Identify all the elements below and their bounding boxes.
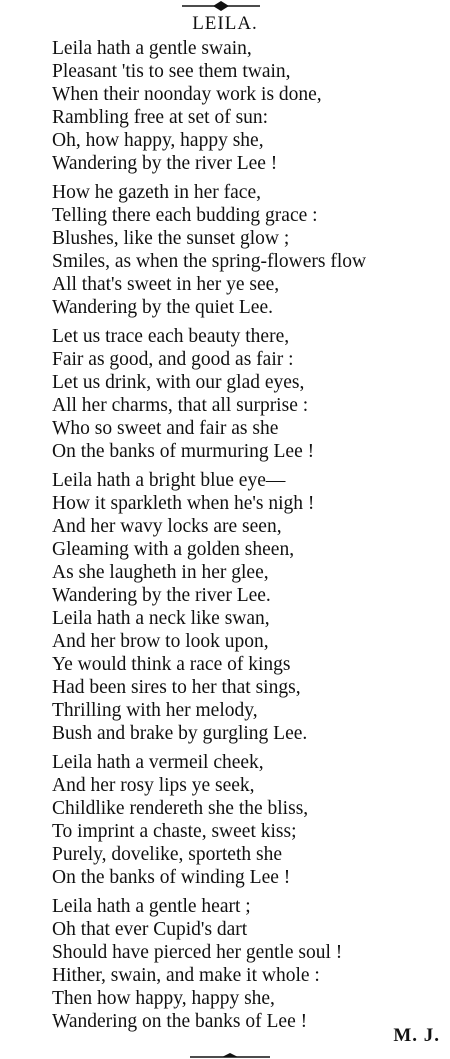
poem-line: Leila hath a vermeil cheek, <box>52 752 264 773</box>
poem-line: Pleasant 'tis to see them twain, <box>52 61 291 82</box>
poem-line: Wandering on the banks of Lee ! <box>52 1011 308 1032</box>
poem-line: Smiles, as when the spring-flowers flow <box>52 251 367 272</box>
stanza <box>52 469 442 745</box>
poem-line: Leila hath a neck like swan, <box>52 608 270 629</box>
author-signature: M. J. <box>393 1025 440 1046</box>
poem-title: LEILA. <box>192 13 258 34</box>
poem-line: Ye would think a race of kings <box>52 654 291 675</box>
poem-line: And her brow to look upon, <box>52 631 269 652</box>
poem-line: Wandering by the quiet Lee. <box>52 297 273 318</box>
poem-line: Telling there each budding grace : <box>52 205 318 226</box>
poem-line: Wandering by the river Lee ! <box>52 153 278 174</box>
poem-line: Fair as good, and good as fair : <box>52 349 294 370</box>
poem-line: On the banks of murmuring Lee ! <box>52 441 315 462</box>
poem-line: Childlike rendereth she the bliss, <box>52 798 309 819</box>
poem-line: Gleaming with a golden sheen, <box>52 539 295 560</box>
poem-line: Then how happy, happy she, <box>52 988 275 1009</box>
poem-line: As she laugheth in her glee, <box>52 562 269 583</box>
poem-line: Let us drink, with our glad eyes, <box>52 372 305 393</box>
poem-line: Purely, dovelike, sporteth she <box>52 844 282 865</box>
poem-line: Thrilling with her melody, <box>52 700 258 721</box>
top-ornament-rule <box>182 0 260 12</box>
poem-line: Who so sweet and fair as she <box>52 418 279 439</box>
poem-line: All that's sweet in her ye see, <box>52 274 280 295</box>
stanza <box>52 37 442 175</box>
stanza <box>52 895 442 1033</box>
poem-body <box>52 37 442 1039</box>
stanza <box>52 751 442 889</box>
poem-line: Wandering by the river Lee. <box>52 585 271 606</box>
poem-line: All her charms, that all surprise : <box>52 395 309 416</box>
poem-line: Let us trace each beauty there, <box>52 326 290 347</box>
poem-line: Leila hath a gentle swain, <box>52 38 252 59</box>
poem-line: And her rosy lips ye seek, <box>52 775 255 796</box>
poem-line: Leila hath a bright blue eye— <box>52 470 286 491</box>
poem-line: Oh that ever Cupid's dart <box>52 919 248 940</box>
poem-line: On the banks of winding Lee ! <box>52 867 291 888</box>
poem-line: To imprint a chaste, sweet kiss; <box>52 821 297 842</box>
poem-line: And her wavy locks are seen, <box>52 516 282 537</box>
poem-line: Hither, swain, and make it whole : <box>52 965 320 986</box>
poem-line: Bush and brake by gurgling Lee. <box>52 723 308 744</box>
poem-line: Rambling free at set of sun: <box>52 107 269 128</box>
stanza <box>52 181 442 319</box>
poem-line: Oh, how happy, happy she, <box>52 130 264 151</box>
poem-line: Should have pierced her gentle soul ! <box>52 942 343 963</box>
poem-line: When their noonday work is done, <box>52 84 322 105</box>
poem-line: Had been sires to her that sings, <box>52 677 301 698</box>
poem-line: How he gazeth in her face, <box>52 182 261 203</box>
poem-line: How it sparkleth when he's nigh ! <box>52 493 315 514</box>
bottom-ornament-rule <box>190 1051 270 1059</box>
poem-line: Leila hath a gentle heart ; <box>52 896 251 917</box>
stanza <box>52 325 442 463</box>
poem-line: Blushes, like the sunset glow ; <box>52 228 290 249</box>
